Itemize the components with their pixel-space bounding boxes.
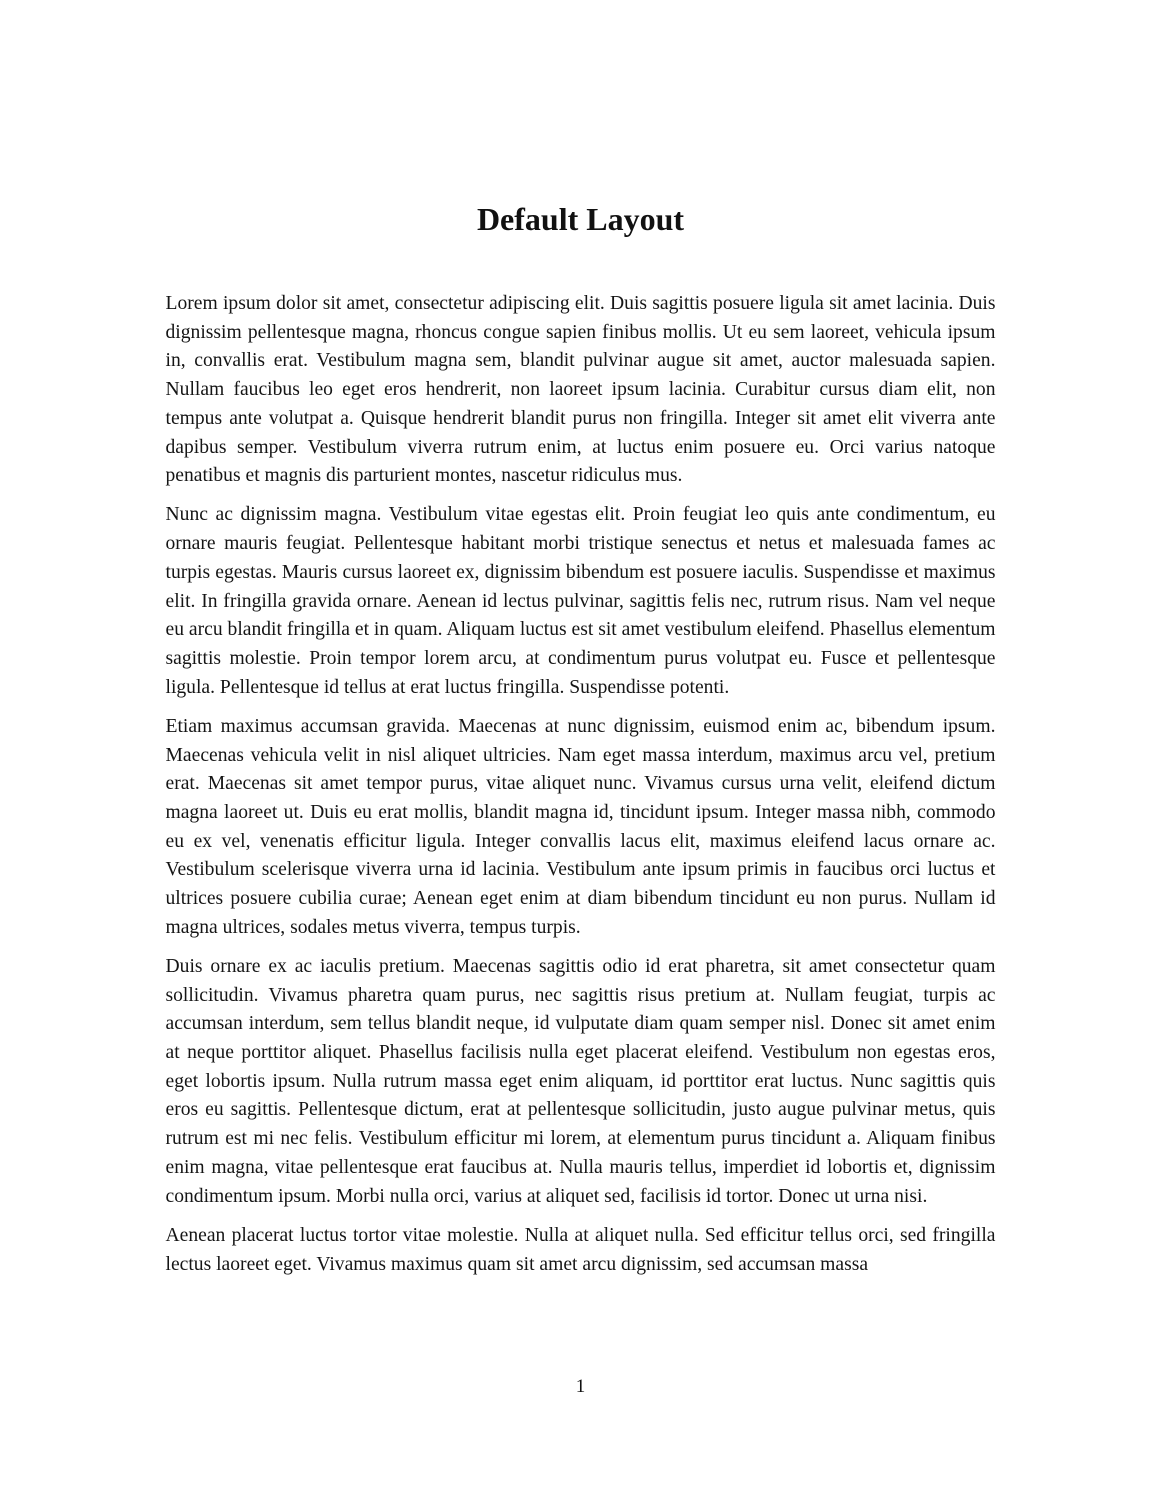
page-title: Default Layout bbox=[476, 201, 685, 237]
paragraph-1: Lorem ipsum dolor sit amet, consectetur adipiscing elit. Duis sagittis posuere ligula sit amet lacinia. Duis dignissim pellentesque magna, rhoncus congue sapien finibus mollis. Ut eu sem laoreet, vehicula ipsum in, convallis erat. Vestibulum magna sem, blandit pulvinar augue sit amet, auctor malesuada sapien. Nullam faucibus leo eget eros hendrerit, non laoreet ipsum lacinia. Curabitur cursus diam elit, non tempus ante volutpat a. Quisque hendrerit blandit purus non fringilla. Integer sit amet elit viverra ante dapibus semper. Vestibulum viverra rutrum enim, at luctus enim posuere eu. Orci varius natoque penatibus et magnis dis parturient montes, nascetur ridiculus mus. bbox=[165, 293, 996, 487]
paragraph-5: Aenean placerat luctus tortor vitae molestie. Nulla at aliquet nulla. Sed efficitur tellus orci, sed fringilla lectus laoreet eget. Vivamus maximus quam sit amet arcu dignissim, sed accumsan massa bbox=[165, 1224, 996, 1275]
paragraph-4: Duis ornare ex ac iaculis pretium. Maecenas sagittis odio id erat pharetra, sit amet consectetur quam sollicitudin. Vivamus pharetra quam purus, nec sagittis risus pretium at. Nullam feugiat, turpis ac accumsan interdum, sem tellus blandit neque, id vulputate diam quam semper nisl. Donec sit amet enim at neque porttitor aliquet. Phasellus facilisis nulla eget placerat eleifend. Vestibulum non egestas eros, eget lobortis ipsum. Nulla rutrum massa eget enim aliquam, id porttitor erat luctus. Nunc sagittis quis eros eu sagittis. Pellentesque dictum, erat at pellentesque sollicitudin, justo augue pulvinar metus, quis rutrum est mi nec felis. Vestibulum efficitur mi lorem, at elementum purus tincidunt a. Aliquam finibus enim magna, vitae pellentesque erat faucibus at. Nulla mauris tellus, imperdiet id lobortis et, dignissim condimentum ipsum. Morbi nulla orci, varius at aliquet sed, facilisis id tortor. Donec ut urna nisi. bbox=[165, 955, 996, 1207]
paragraph-2: Nunc ac dignissim magna. Vestibulum vitae egestas elit. Proin feugiat leo quis ante condimentum, eu ornare mauris feugiat. Pellentesque habitant morbi tristique senectus et netus et malesuada fames ac turpis egestas. Mauris cursus laoreet ex, dignissim bibendum est posuere iaculis. Suspendisse et maximus elit. In fringilla gravida ornare. Aenean id lectus pulvinar, sagittis felis nec, rutrum risus. Nam vel neque eu arcu blandit fringilla et in quam. Aliquam luctus est sit amet vestibulum eleifend. Phasellus elementum sagittis molestie. Proin tempor lorem arcu, at condimentum purus volutpat eu. Fusce et pellentesque ligula. Pellentesque id tellus at erat luctus fringilla. Suspendisse potenti. bbox=[165, 504, 996, 698]
paragraph-3: Etiam maximus accumsan gravida. Maecenas at nunc dignissim, euismod enim ac, bibendum ipsum. Maecenas vehicula velit in nisl aliquet ultricies. Nam eget massa interdum, maximus arcu vel, pretium erat. Maecenas sit amet tempor purus, vitae aliquet nunc. Vivamus cursus urna velit, eleifend dictum magna laoreet ut. Duis eu erat mollis, blandit magna id, tincidunt ipsum. Integer massa nibh, commodo eu ex vel, venenatis efficitur ligula. Integer convallis lacus elit, maximus eleifend lacus ornare ac. Vestibulum scelerisque viverra urna id lacinia. Vestibulum ante ipsum primis in faucibus orci luctus et ultrices posuere cubilia curae; Aenean eget enim at diam bibendum tincidunt eu non purus. Nullam id magna ultrices, sodales metus viverra, tempus turpis. bbox=[165, 715, 996, 938]
page-number: 1 bbox=[575, 1376, 586, 1397]
page-footer bbox=[0, 1376, 1161, 1398]
document-body bbox=[166, 290, 996, 1279]
